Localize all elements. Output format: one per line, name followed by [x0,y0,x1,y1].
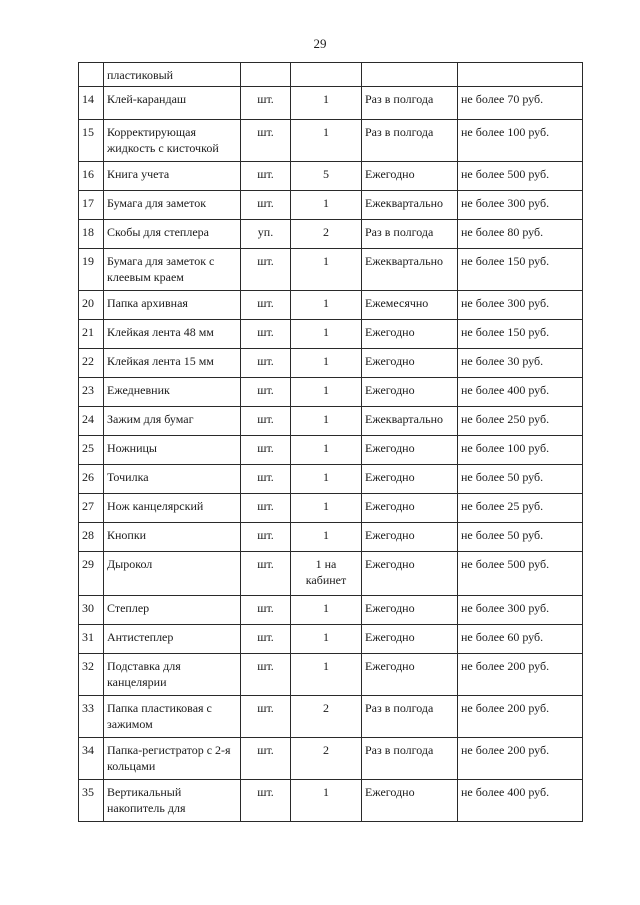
quantity: 1 [291,320,362,349]
quantity: 1 [291,523,362,552]
quantity: 5 [291,162,362,191]
price-limit: не более 25 руб. [458,494,583,523]
quantity: 1 [291,780,362,822]
item-name: Бумага для заметок с клеевым краем [104,249,241,291]
row-number: 33 [79,696,104,738]
unit: шт. [241,465,291,494]
quantity: 2 [291,220,362,249]
frequency: Ежеквартально [362,191,458,220]
frequency: Ежегодно [362,162,458,191]
frequency: Ежеквартально [362,407,458,436]
frequency: Ежеквартально [362,249,458,291]
frequency: Ежегодно [362,654,458,696]
quantity: 1 [291,191,362,220]
price-limit: не более 200 руб. [458,696,583,738]
price-limit: не более 250 руб. [458,407,583,436]
row-number: 19 [79,249,104,291]
price-limit: не более 300 руб. [458,191,583,220]
row-number: 25 [79,436,104,465]
quantity: 1 [291,87,362,120]
row-number: 20 [79,291,104,320]
quantity: 1 [291,407,362,436]
row-number: 29 [79,552,104,596]
item-name: Клейкая лента 15 мм [104,349,241,378]
frequency: Раз в полгода [362,120,458,162]
frequency [362,63,458,87]
unit: уп. [241,220,291,249]
item-name: Корректирующая жидкость с кисточкой [104,120,241,162]
table-row [79,696,583,738]
table-row [79,191,583,220]
price-limit: не более 60 руб. [458,625,583,654]
item-name: Книга учета [104,162,241,191]
frequency: Ежегодно [362,494,458,523]
price-limit: не более 50 руб. [458,523,583,552]
table-row [79,465,583,494]
row-number: 22 [79,349,104,378]
quantity: 1 [291,436,362,465]
unit: шт. [241,120,291,162]
row-number: 26 [79,465,104,494]
frequency: Раз в полгода [362,696,458,738]
table-row [79,552,583,596]
table-row [79,654,583,696]
frequency: Ежегодно [362,552,458,596]
table-row [79,63,583,87]
table-row [79,291,583,320]
quantity [291,63,362,87]
row-number: 21 [79,320,104,349]
frequency: Ежегодно [362,320,458,349]
item-name: Клей-карандаш [104,87,241,120]
table-row [79,738,583,780]
unit: шт. [241,436,291,465]
frequency: Раз в полгода [362,87,458,120]
unit: шт. [241,162,291,191]
item-name: Скобы для степлера [104,220,241,249]
price-limit: не более 200 руб. [458,738,583,780]
row-number: 35 [79,780,104,822]
item-name: Нож канцелярский [104,494,241,523]
quantity: 1 [291,654,362,696]
table-row [79,494,583,523]
price-limit: не более 150 руб. [458,249,583,291]
table-row [79,436,583,465]
price-limit: не более 200 руб. [458,654,583,696]
page-number: 29 [313,36,327,51]
unit: шт. [241,494,291,523]
row-number: 15 [79,120,104,162]
quantity: 1 [291,120,362,162]
table-row [79,162,583,191]
quantity: 1 [291,378,362,407]
row-number: 16 [79,162,104,191]
table-row [79,407,583,436]
price-limit: не более 70 руб. [458,87,583,120]
item-name: пластиковый [104,63,241,87]
row-number: 23 [79,378,104,407]
unit: шт. [241,87,291,120]
supplies-table [78,62,583,822]
unit: шт. [241,625,291,654]
frequency: Ежегодно [362,523,458,552]
quantity: 1 [291,249,362,291]
row-number: 18 [79,220,104,249]
row-number: 14 [79,87,104,120]
item-name: Ножницы [104,436,241,465]
quantity: 1 на кабинет [291,552,362,596]
unit: шт. [241,249,291,291]
frequency: Ежемесячно [362,291,458,320]
table-row [79,120,583,162]
item-name: Степлер [104,596,241,625]
unit: шт. [241,320,291,349]
frequency: Ежегодно [362,596,458,625]
item-name: Клейкая лента 48 мм [104,320,241,349]
price-limit: не более 80 руб. [458,220,583,249]
price-limit: не более 30 руб. [458,349,583,378]
frequency: Ежегодно [362,349,458,378]
table-row [79,780,583,822]
price-limit: не более 500 руб. [458,162,583,191]
quantity: 1 [291,596,362,625]
row-number: 34 [79,738,104,780]
price-limit: не более 100 руб. [458,120,583,162]
frequency: Ежегодно [362,625,458,654]
unit: шт. [241,596,291,625]
unit: шт. [241,654,291,696]
unit: шт. [241,378,291,407]
price-limit: не более 500 руб. [458,552,583,596]
unit: шт. [241,291,291,320]
price-limit: не более 300 руб. [458,291,583,320]
row-number: 17 [79,191,104,220]
price-limit: не более 300 руб. [458,596,583,625]
unit: шт. [241,738,291,780]
table-row [79,523,583,552]
item-name: Ежедневник [104,378,241,407]
unit: шт. [241,191,291,220]
frequency: Раз в полгода [362,738,458,780]
item-name: Папка-регистратор с 2-я кольцами [104,738,241,780]
unit: шт. [241,523,291,552]
quantity: 1 [291,494,362,523]
unit: шт. [241,552,291,596]
quantity: 2 [291,738,362,780]
row-number: 27 [79,494,104,523]
item-name: Кнопки [104,523,241,552]
price-limit: не более 50 руб. [458,465,583,494]
table-row [79,249,583,291]
item-name: Папка архивная [104,291,241,320]
table-row [79,87,583,120]
row-number [79,63,104,87]
price-limit [458,63,583,87]
table-row [79,220,583,249]
unit: шт. [241,696,291,738]
item-name: Зажим для бумаг [104,407,241,436]
price-limit: не более 400 руб. [458,780,583,822]
row-number: 31 [79,625,104,654]
quantity: 1 [291,625,362,654]
item-name: Бумага для заметок [104,191,241,220]
unit: шт. [241,349,291,378]
price-limit: не более 400 руб. [458,378,583,407]
price-limit: не более 150 руб. [458,320,583,349]
table-row [79,349,583,378]
unit [241,63,291,87]
row-number: 30 [79,596,104,625]
item-name: Папка пластиковая с зажимом [104,696,241,738]
item-name: Подставка для канцелярии [104,654,241,696]
row-number: 28 [79,523,104,552]
frequency: Ежегодно [362,780,458,822]
frequency: Раз в полгода [362,220,458,249]
frequency: Ежегодно [362,465,458,494]
frequency: Ежегодно [362,436,458,465]
row-number: 32 [79,654,104,696]
table-row [79,378,583,407]
quantity: 1 [291,291,362,320]
table-row [79,320,583,349]
item-name: Вертикальный накопитель для [104,780,241,822]
table-row [79,625,583,654]
quantity: 1 [291,349,362,378]
item-name: Антистеплер [104,625,241,654]
unit: шт. [241,780,291,822]
quantity: 1 [291,465,362,494]
item-name: Точилка [104,465,241,494]
quantity: 2 [291,696,362,738]
price-limit: не более 100 руб. [458,436,583,465]
unit: шт. [241,407,291,436]
table-row [79,596,583,625]
row-number: 24 [79,407,104,436]
supplies-table-body [79,63,583,822]
frequency: Ежегодно [362,378,458,407]
item-name: Дырокол [104,552,241,596]
